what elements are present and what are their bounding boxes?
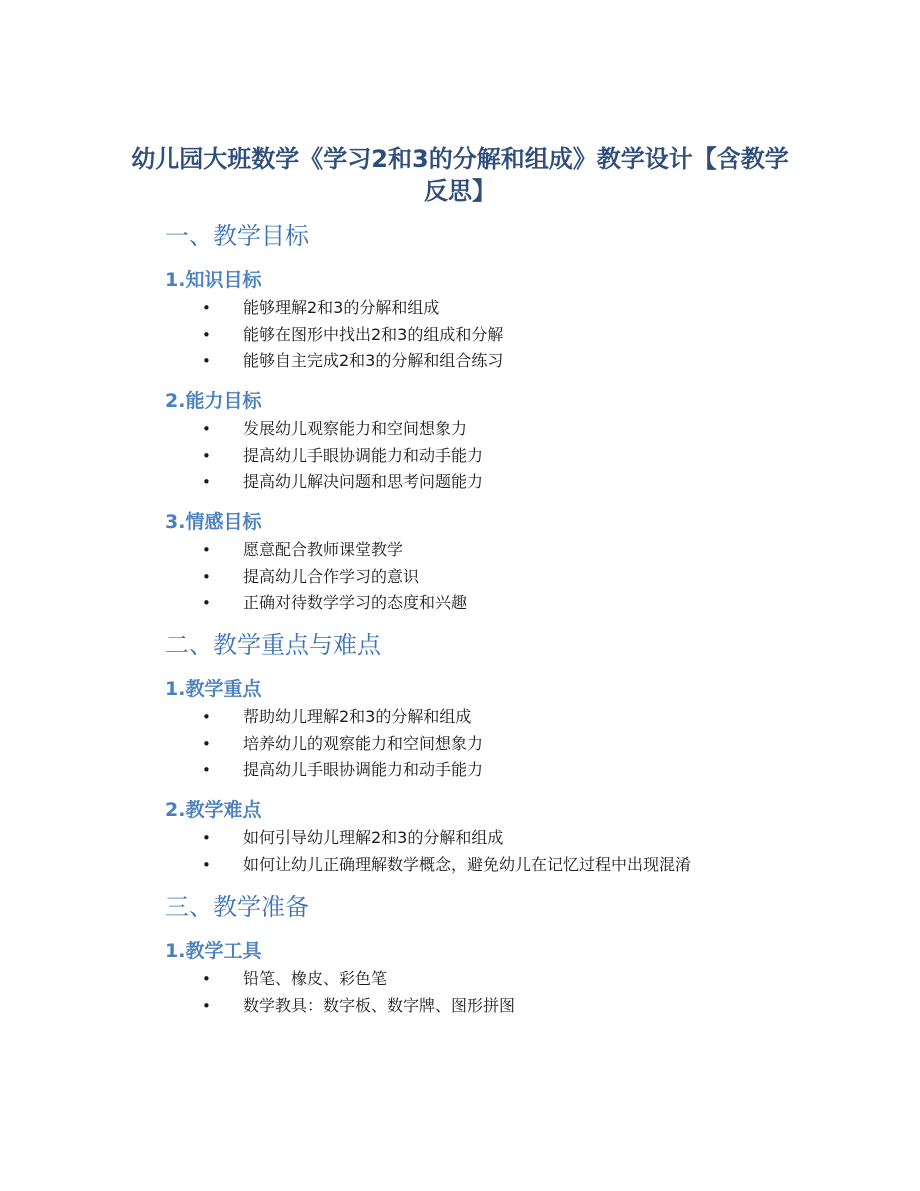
document-title: 幼儿园大班数学《学习2和3的分解和组成》教学设计【含教学反思】: [131, 145, 789, 205]
list-item-text: 愿意配合教师课堂教学: [243, 540, 404, 559]
list-item-text: 提高幼儿解决问题和思考问题能力: [243, 472, 484, 491]
bullet-icon: •: [202, 708, 211, 726]
bullet-icon: •: [202, 761, 211, 779]
list-item-text: 提高幼儿合作学习的意识: [243, 566, 420, 586]
bullet-icon: •: [202, 446, 211, 465]
bullet-icon: •: [202, 420, 211, 438]
section-heading-key-points: 二、教学重点与难点: [165, 631, 381, 659]
subsection-heading-focus: 1.教学重点: [165, 678, 262, 700]
bullet-icon: •: [202, 352, 211, 370]
bullet-icon: •: [202, 567, 211, 586]
subsection-heading-difficulty: 2.教学难点: [165, 799, 262, 821]
list-item-text: 能够在图形中找出2和3的组成和分解: [243, 324, 504, 344]
section-heading-preparation: 三、教学准备: [165, 893, 309, 921]
section-heading-objectives: 一、教学目标: [165, 222, 309, 250]
list-item-text: 能够理解2和3的分解和组成: [243, 298, 440, 317]
list-item-text: 正确对待数学学习的态度和兴趣: [243, 593, 468, 612]
bullet-icon: •: [202, 855, 211, 874]
subsection-heading-tools: 1.教学工具: [165, 940, 262, 962]
subsection-heading-ability: 2.能力目标: [165, 390, 262, 412]
bullet-icon: •: [202, 734, 211, 753]
bullet-icon: •: [202, 473, 211, 491]
list-item-text: 能够自主完成2和3的分解和组合练习: [243, 351, 504, 370]
list-item-text: 培养幼儿的观察能力和空间想象力: [243, 733, 484, 753]
bullet-icon: •: [202, 541, 211, 559]
bullet-icon: •: [202, 829, 211, 847]
list-item-text: 发展幼儿观察能力和空间想象力: [243, 419, 468, 438]
list-item-text: 铅笔、橡皮、彩色笔: [243, 969, 388, 988]
list-item-text: 帮助幼儿理解2和3的分解和组成: [243, 707, 472, 726]
list-item-text: 数学教具：数字板、数字牌、图形拼图: [243, 995, 516, 1015]
list-item-text: 提高幼儿手眼协调能力和动手能力: [243, 445, 484, 465]
bullet-icon: •: [202, 970, 211, 988]
bullet-icon: •: [202, 325, 211, 344]
bullet-icon: •: [202, 996, 211, 1015]
list-item-text: 如何引导幼儿理解2和3的分解和组成: [243, 828, 504, 847]
subsection-heading-knowledge: 1.知识目标: [165, 269, 262, 291]
subsection-heading-emotion: 3.情感目标: [165, 511, 262, 533]
list-item-text: 提高幼儿手眼协调能力和动手能力: [243, 760, 484, 779]
list-item-text: 如何让幼儿正确理解数学概念，避免幼儿在记忆过程中出现混淆: [243, 854, 692, 874]
bullet-icon: •: [202, 594, 211, 612]
bullet-icon: •: [202, 299, 211, 317]
